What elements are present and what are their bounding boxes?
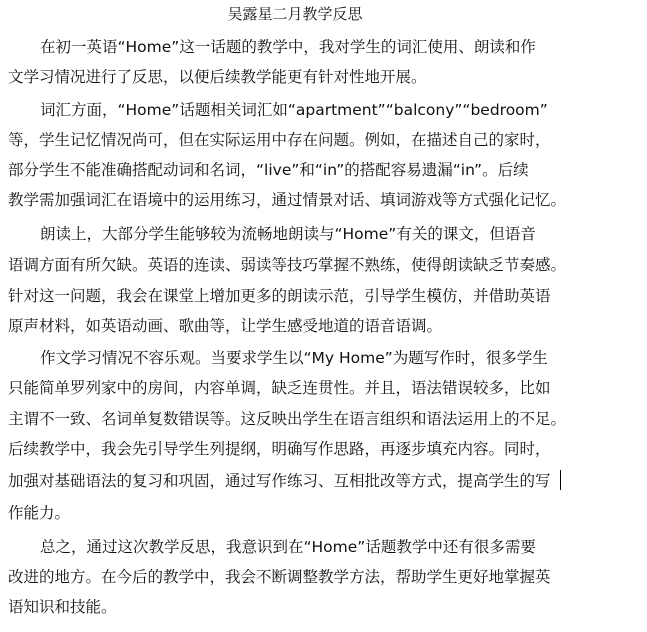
- text-line: 主谓不一致、名词单复数错误等。这反映出学生在语言组织和语法运用上的不足。: [8, 410, 567, 428]
- document-title: 吴露星二月教学反思: [227, 5, 363, 23]
- text-line: 教学需加强词汇在语境中的运用练习，通过情景对话、填词游戏等方式强化记忆。: [8, 191, 567, 209]
- text-cursor: [560, 470, 561, 490]
- text-line: 总之，通过这次教学反思，我意识到在“Home”话题教学中还有很多需要: [40, 538, 536, 556]
- text-line: 在初一英语“Home”这一话题的教学中，我对学生的词汇使用、朗读和作: [40, 38, 536, 56]
- text-line: 加强对基础语法的复习和巩固，通过写作练习、互相批改等方式，提高学生的写: [8, 472, 551, 490]
- text-line: 后续教学中，我会先引导学生列提纲，明确写作思路，再逐步填充内容。同时，: [8, 440, 551, 458]
- text-line: 原声材料，如英语动画、歌曲等，让学生感受地道的语音语调。: [8, 317, 443, 335]
- text-line: 针对这一问题，我会在课堂上增加更多的朗读示范，引导学生模仿，并借助英语: [8, 287, 551, 305]
- text-line: 语调方面有所欠缺。英语的连读、弱读等技巧掌握不熟练，使得朗读缺乏节奏感。: [8, 256, 567, 274]
- text-line: 作能力。: [8, 504, 71, 522]
- text-line: 作文学习情况不容乐观。当要求学生以“My Home”为题写作时，很多学生: [40, 349, 548, 367]
- text-line: 文学习情况进行了反思，以便后续教学能更有针对性地开展。: [8, 68, 427, 86]
- text-line: 语知识和技能。: [8, 598, 117, 616]
- text-line: 只能简单罗列家中的房间，内容单调，缺乏连贯性。并且，语法错误较多，比如: [8, 379, 551, 397]
- text-line: 词汇方面，“Home”话题相关词汇如“apartment”“balcony”“bedroom”: [40, 101, 548, 119]
- text-line: 改进的地方。在今后的教学中，我会不断调整教学方法，帮助学生更好地掌握英: [8, 568, 551, 586]
- text-line: 朗读上，大部分学生能够较为流畅地朗读与“Home”有关的课文，但语音: [40, 225, 536, 243]
- text-line: 部分学生不能准确搭配动词和名词，“live”和“in”的搭配容易遗漏“in”。后续: [8, 161, 529, 179]
- text-line: 等，学生记忆情况尚可，但在实际运用中存在问题。例如，在描述自己的家时，: [8, 131, 551, 149]
